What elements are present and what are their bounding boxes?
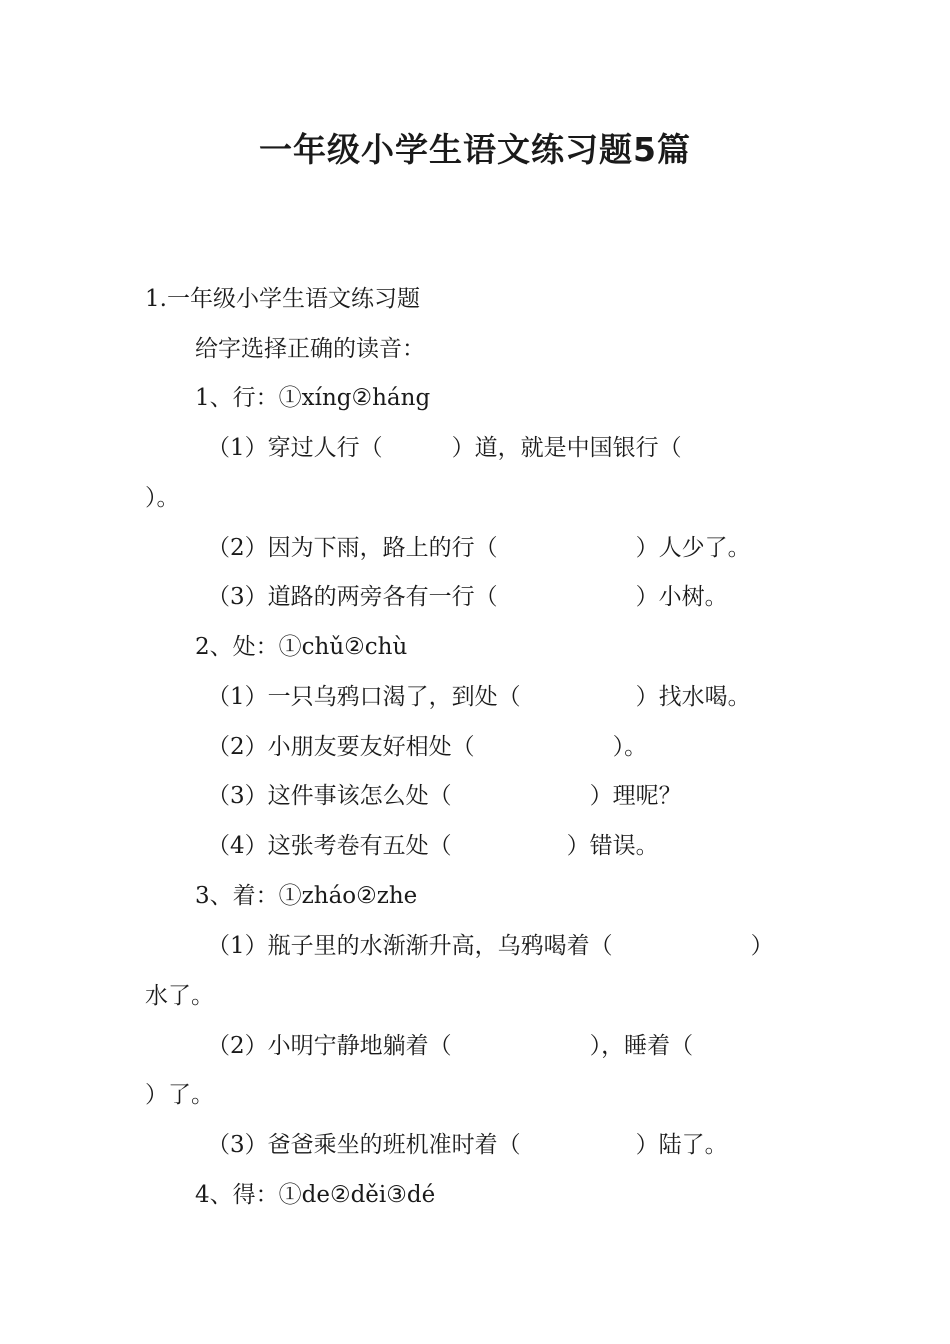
question-header: 2、处：①chǔ②chù [195, 634, 408, 660]
question-header: 1、行：①xíng②háng [195, 385, 431, 411]
sentence-line: （3）爸爸乘坐的班机准时着（ ）陆了。 [207, 1132, 728, 1158]
sentence-continuation: ）了。 [145, 1082, 214, 1108]
sentence-line: （2）小明宁静地躺着（ ），睡着（ [207, 1033, 694, 1059]
sentence-line: （1）穿过人行（ ）道，就是中国银行（ [207, 435, 682, 461]
sentence-line: （4）这张考卷有五处（ ）错误。 [207, 833, 659, 859]
question-header: 4、得：①de②děi③dé [195, 1182, 436, 1208]
sentence-continuation: ）。 [145, 485, 180, 511]
sentence-line: （2）小朋友要友好相处（ ）。 [207, 734, 648, 760]
page-title: 一年级小学生语文练习题5篇 [259, 130, 691, 169]
sentence-line: （1）瓶子里的水渐渐升高，乌鸦喝着（ ） [207, 933, 774, 959]
sentence-line: （1）一只乌鸦口渴了，到处（ ）找水喝。 [207, 684, 751, 710]
instruction-text: 给字选择正确的读音： [195, 336, 425, 362]
sentence-continuation: 水了。 [145, 983, 214, 1009]
question-header: 3、着：①zháo②zhe [195, 883, 418, 909]
sentence-line: （3）道路的两旁各有一行（ ）小树。 [207, 584, 728, 610]
sentence-line: （2）因为下雨，路上的行（ ）人少了。 [207, 535, 751, 561]
sentence-line: （3）这件事该怎么处（ ）理呢？ [207, 783, 682, 809]
section-heading: 1.一年级小学生语文练习题 [145, 286, 420, 312]
